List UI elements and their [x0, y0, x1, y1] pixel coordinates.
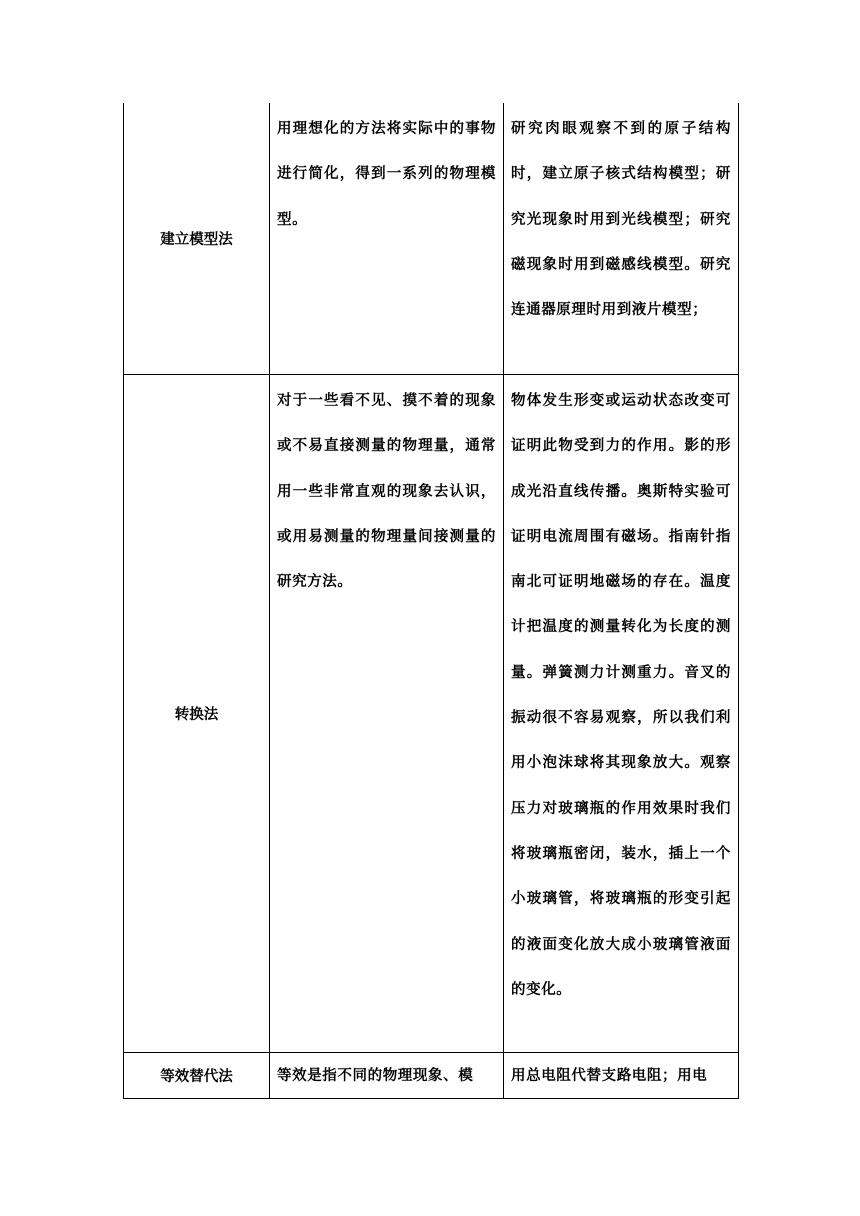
- table-row: [124, 1053, 739, 1099]
- method-name: 建立模型法: [160, 232, 233, 248]
- description-cell: [270, 375, 504, 1053]
- method-examples: 研究肉眼观察不到的原子结构时，建立原子核式结构模型；研究光现象时用到光线模型；研究磁现象时用到磁感线模型。研究连通器原理时用到液片模型；: [511, 121, 731, 319]
- table-row: [124, 103, 739, 375]
- method-examples: 用总电阻代替支路电阻；用电: [511, 1068, 708, 1084]
- method-description: 用理想化的方法将实际中的事物进行简化，得到一系列的物理模型。: [277, 121, 496, 228]
- method-examples: 物体发生形变或运动状态改变可证明此物受到力的作用。影的形成光沿直线传播。奥斯特实验可证明电流周围有磁场。指南针指南北可证明地磁场的存在。温度计把温度的测量转化为长度的测量。弹簧测力计测重力。音叉的振动很不容易观察，所以我们利用小泡沫球将其现象放大。观察压力对玻璃瓶的作用效果时我们将玻璃瓶密闭，装水，插上一个小玻璃管，将玻璃瓶的形变引起的液面变化放大成小玻璃管液面的变化。: [511, 393, 731, 998]
- description-cell: [270, 1053, 504, 1099]
- method-name: 等效替代法: [160, 1069, 233, 1085]
- method-name-cell: [124, 1053, 270, 1099]
- method-name-cell: [124, 375, 270, 1053]
- table-row: [124, 375, 739, 1053]
- methods-table: [123, 103, 739, 1099]
- description-cell: [270, 103, 504, 375]
- examples-cell: [504, 1053, 739, 1099]
- method-name: 转换法: [174, 707, 219, 723]
- examples-cell: [504, 375, 739, 1053]
- examples-cell: [504, 103, 739, 375]
- method-description: 对于一些看不见、摸不着的现象或不易直接测量的物理量，通常用一些非常直观的现象去认识，或用易测量的物理量间接测量的研究方法。: [277, 393, 496, 591]
- method-name-cell: [124, 103, 270, 375]
- method-description: 等效是指不同的物理现象、模: [277, 1068, 474, 1084]
